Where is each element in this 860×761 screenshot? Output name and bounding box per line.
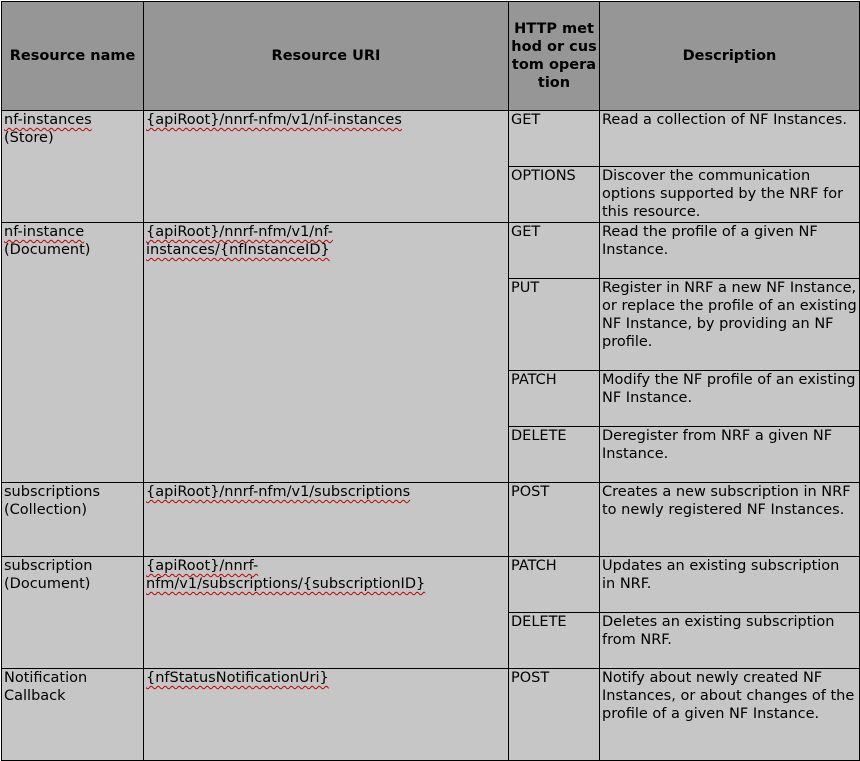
table-row bbox=[2, 669, 860, 761]
http-method: POST bbox=[509, 483, 600, 557]
resource-uri-cell bbox=[144, 111, 509, 223]
table-row bbox=[2, 483, 860, 557]
resource-type: (Document) bbox=[4, 242, 91, 258]
resource-uri: {nfStatusNotificationUri} bbox=[146, 670, 329, 686]
operation-description: Deregister from NRF a given NF Instance. bbox=[600, 427, 860, 483]
resource-name-cell bbox=[2, 111, 144, 223]
operation-description: Updates an existing subscription in NRF. bbox=[600, 557, 860, 613]
header-http-method: HTTP method or custom operation bbox=[509, 2, 600, 111]
resource-uri: {apiRoot}/nnrf-nfm/v1/subscriptions bbox=[146, 484, 411, 500]
table-row bbox=[2, 557, 860, 613]
resource-name-cell bbox=[2, 669, 144, 761]
resource-uri: {apiRoot}/nnrf-nfm/v1/nf-instances bbox=[146, 112, 402, 128]
http-method: GET bbox=[509, 111, 600, 167]
http-method: OPTIONS bbox=[509, 167, 600, 223]
resource-name: nf-instances bbox=[4, 112, 92, 128]
resource-uri-cell bbox=[144, 557, 509, 669]
resource-name: Notification bbox=[4, 670, 88, 686]
operation-description: Register in NRF a new NF Instance, or replace the profile of an existing NF Instance, by providing an NF profile. bbox=[600, 279, 860, 371]
http-method: PUT bbox=[509, 279, 600, 371]
resource-uri-cell bbox=[144, 223, 509, 483]
operation-description: Read the profile of a given NF Instance. bbox=[600, 223, 860, 279]
resource-uri: {apiRoot}/nnrf-nfm/v1/subscriptions/{subscriptionID} bbox=[146, 558, 426, 592]
resource-name: subscription bbox=[4, 558, 93, 574]
resource-uri-cell bbox=[144, 483, 509, 557]
header-resource-uri: Resource URI bbox=[144, 2, 509, 111]
resource-name: subscriptions bbox=[4, 484, 100, 500]
resource-name-cell bbox=[2, 223, 144, 483]
http-method: PATCH bbox=[509, 371, 600, 427]
resource-type: (Store) bbox=[4, 130, 54, 146]
resource-uri: {apiRoot}/nnrf-nfm/v1/nf-instances/{nfInstanceID} bbox=[146, 224, 333, 258]
header-resource-name: Resource name bbox=[2, 2, 144, 111]
resource-name-cell bbox=[2, 557, 144, 669]
table-row bbox=[2, 223, 860, 279]
header-description: Description bbox=[600, 2, 860, 111]
operation-description: Read a collection of NF Instances. bbox=[600, 111, 860, 167]
resource-type: (Document) bbox=[4, 576, 91, 592]
resource-uri-cell bbox=[144, 669, 509, 761]
operation-description: Modify the NF profile of an existing NF Instance. bbox=[600, 371, 860, 427]
header-row bbox=[2, 2, 860, 111]
operation-description: Creates a new subscription in NRF to newly registered NF Instances. bbox=[600, 483, 860, 557]
operation-description: Notify about newly created NF Instances, or about changes of the profile of a given NF Instance. bbox=[600, 669, 860, 761]
http-method: DELETE bbox=[509, 427, 600, 483]
http-method: PATCH bbox=[509, 557, 600, 613]
operation-description: Deletes an existing subscription from NRF. bbox=[600, 613, 860, 669]
table-row bbox=[2, 111, 860, 167]
resource-name: nf-instance bbox=[4, 224, 85, 240]
resource-type: (Collection) bbox=[4, 502, 88, 518]
http-method: DELETE bbox=[509, 613, 600, 669]
http-method: GET bbox=[509, 223, 600, 279]
http-method: POST bbox=[509, 669, 600, 761]
resources-table bbox=[1, 1, 860, 761]
operation-description: Discover the communication options supported by the NRF for this resource. bbox=[600, 167, 860, 223]
resource-type: Callback bbox=[4, 688, 66, 704]
resource-name-cell bbox=[2, 483, 144, 557]
